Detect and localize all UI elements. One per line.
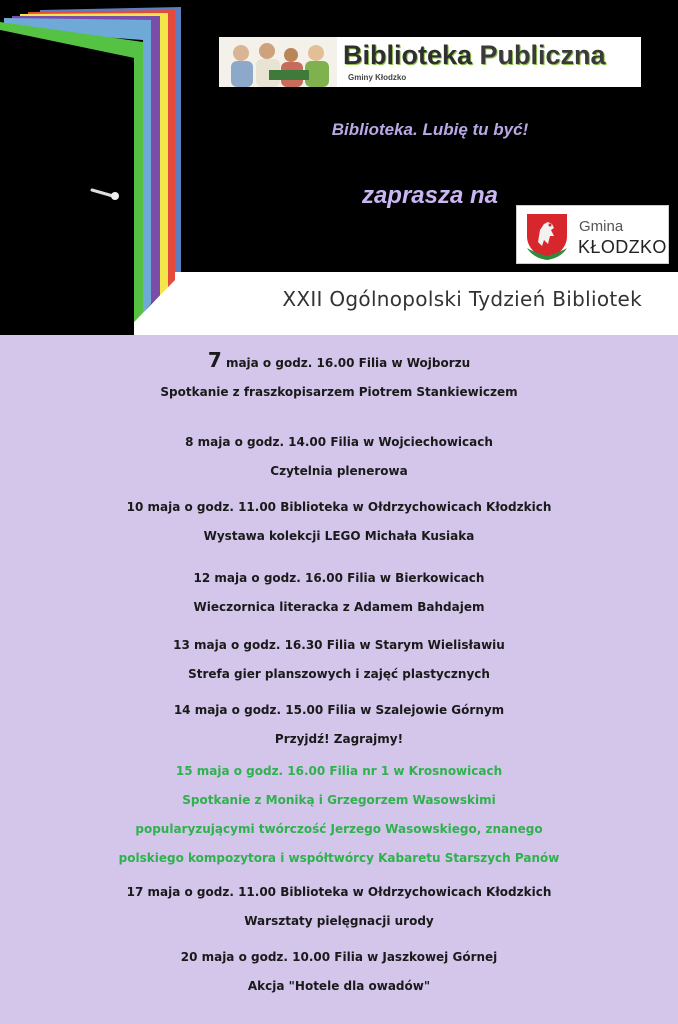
open-book-door-illustration [0,0,200,335]
coat-of-arms-icon [524,212,570,260]
event-item [0,493,678,551]
event-date-place: 14 maja o godz. 15.00 Filia w Szalejowie Górnym [173,703,505,717]
event-description: Akcja "Hotele dla owadów" [247,979,431,993]
event-date-place: 15 maja o godz. 16.00 Filia nr 1 w Krosnowicach [175,764,503,778]
event-date-place: 7 maja o godz. 16.00 Filia w Wojborzu [207,348,471,372]
event-date-place: 12 maja o godz. 16.00 Filia w Bierkowicach [193,571,485,585]
event-description: Czytelnia plenerowa [270,464,408,478]
event-description: Wieczornica literacka z Adamem Bahdajem [193,600,485,614]
readers-photo-icon [219,37,337,87]
event-item [0,696,678,754]
gmina-name: KŁODZKO [578,237,667,257]
slogan: Biblioteka. Lubię tu być! [331,120,529,139]
event-date-place: 8 maja o godz. 14.00 Filia w Wojciechowicach [185,435,493,449]
event-description: Warsztaty pielęgnacji urody [244,914,434,928]
event-description: Przyjdź! Zagrajmy! [274,732,404,746]
event-date-place: 10 maja o godz. 11.00 Biblioteka w Ołdrzychowicach Kłodzkich [126,500,552,514]
event-description: Spotkanie z Moniką i Grzegorzem Wasowskimi [182,793,496,807]
event-date-place: 20 maja o godz. 10.00 Filia w Jaszkowej Górnej [180,950,498,964]
invite-text: zaprasza na [361,182,499,209]
event-item [0,878,678,936]
event-item-highlighted [0,757,678,873]
event-description: Wystawa kolekcji LEGO Michała Kusiaka [203,529,475,543]
event-date-place: 13 maja o godz. 16.30 Filia w Starym Wielisławiu [173,638,505,652]
event-date-place: 17 maja o godz. 11.00 Biblioteka w Ołdrzychowicach Kłodzkich [126,885,552,899]
library-logo [219,37,641,87]
event-title: XXII Ogólnopolski Tydzień Bibliotek [282,287,642,311]
event-description: Spotkanie z fraszkopisarzem Piotrem Stankiewiczem [160,385,518,399]
gmina-logo [516,205,669,264]
event-item [0,564,678,622]
event-item [0,346,678,407]
event-item [0,943,678,1001]
event-description: polskiego kompozytora i współtwórcy Kabaretu Starszych Panów [118,851,560,865]
event-description: popularyzującymi twórczość Jerzego Wasowskiego, znanego [135,822,543,836]
gmina-label: Gmina [579,218,624,235]
event-item [0,428,678,486]
poster-header [0,0,678,335]
event-description: Strefa gier planszowych i zajęć plastycznych [188,667,490,681]
event-item [0,631,678,689]
logo-subtitle: Gminy Kłodzko [348,73,407,82]
logo-wordmark: Biblioteka Publiczna [343,40,606,70]
